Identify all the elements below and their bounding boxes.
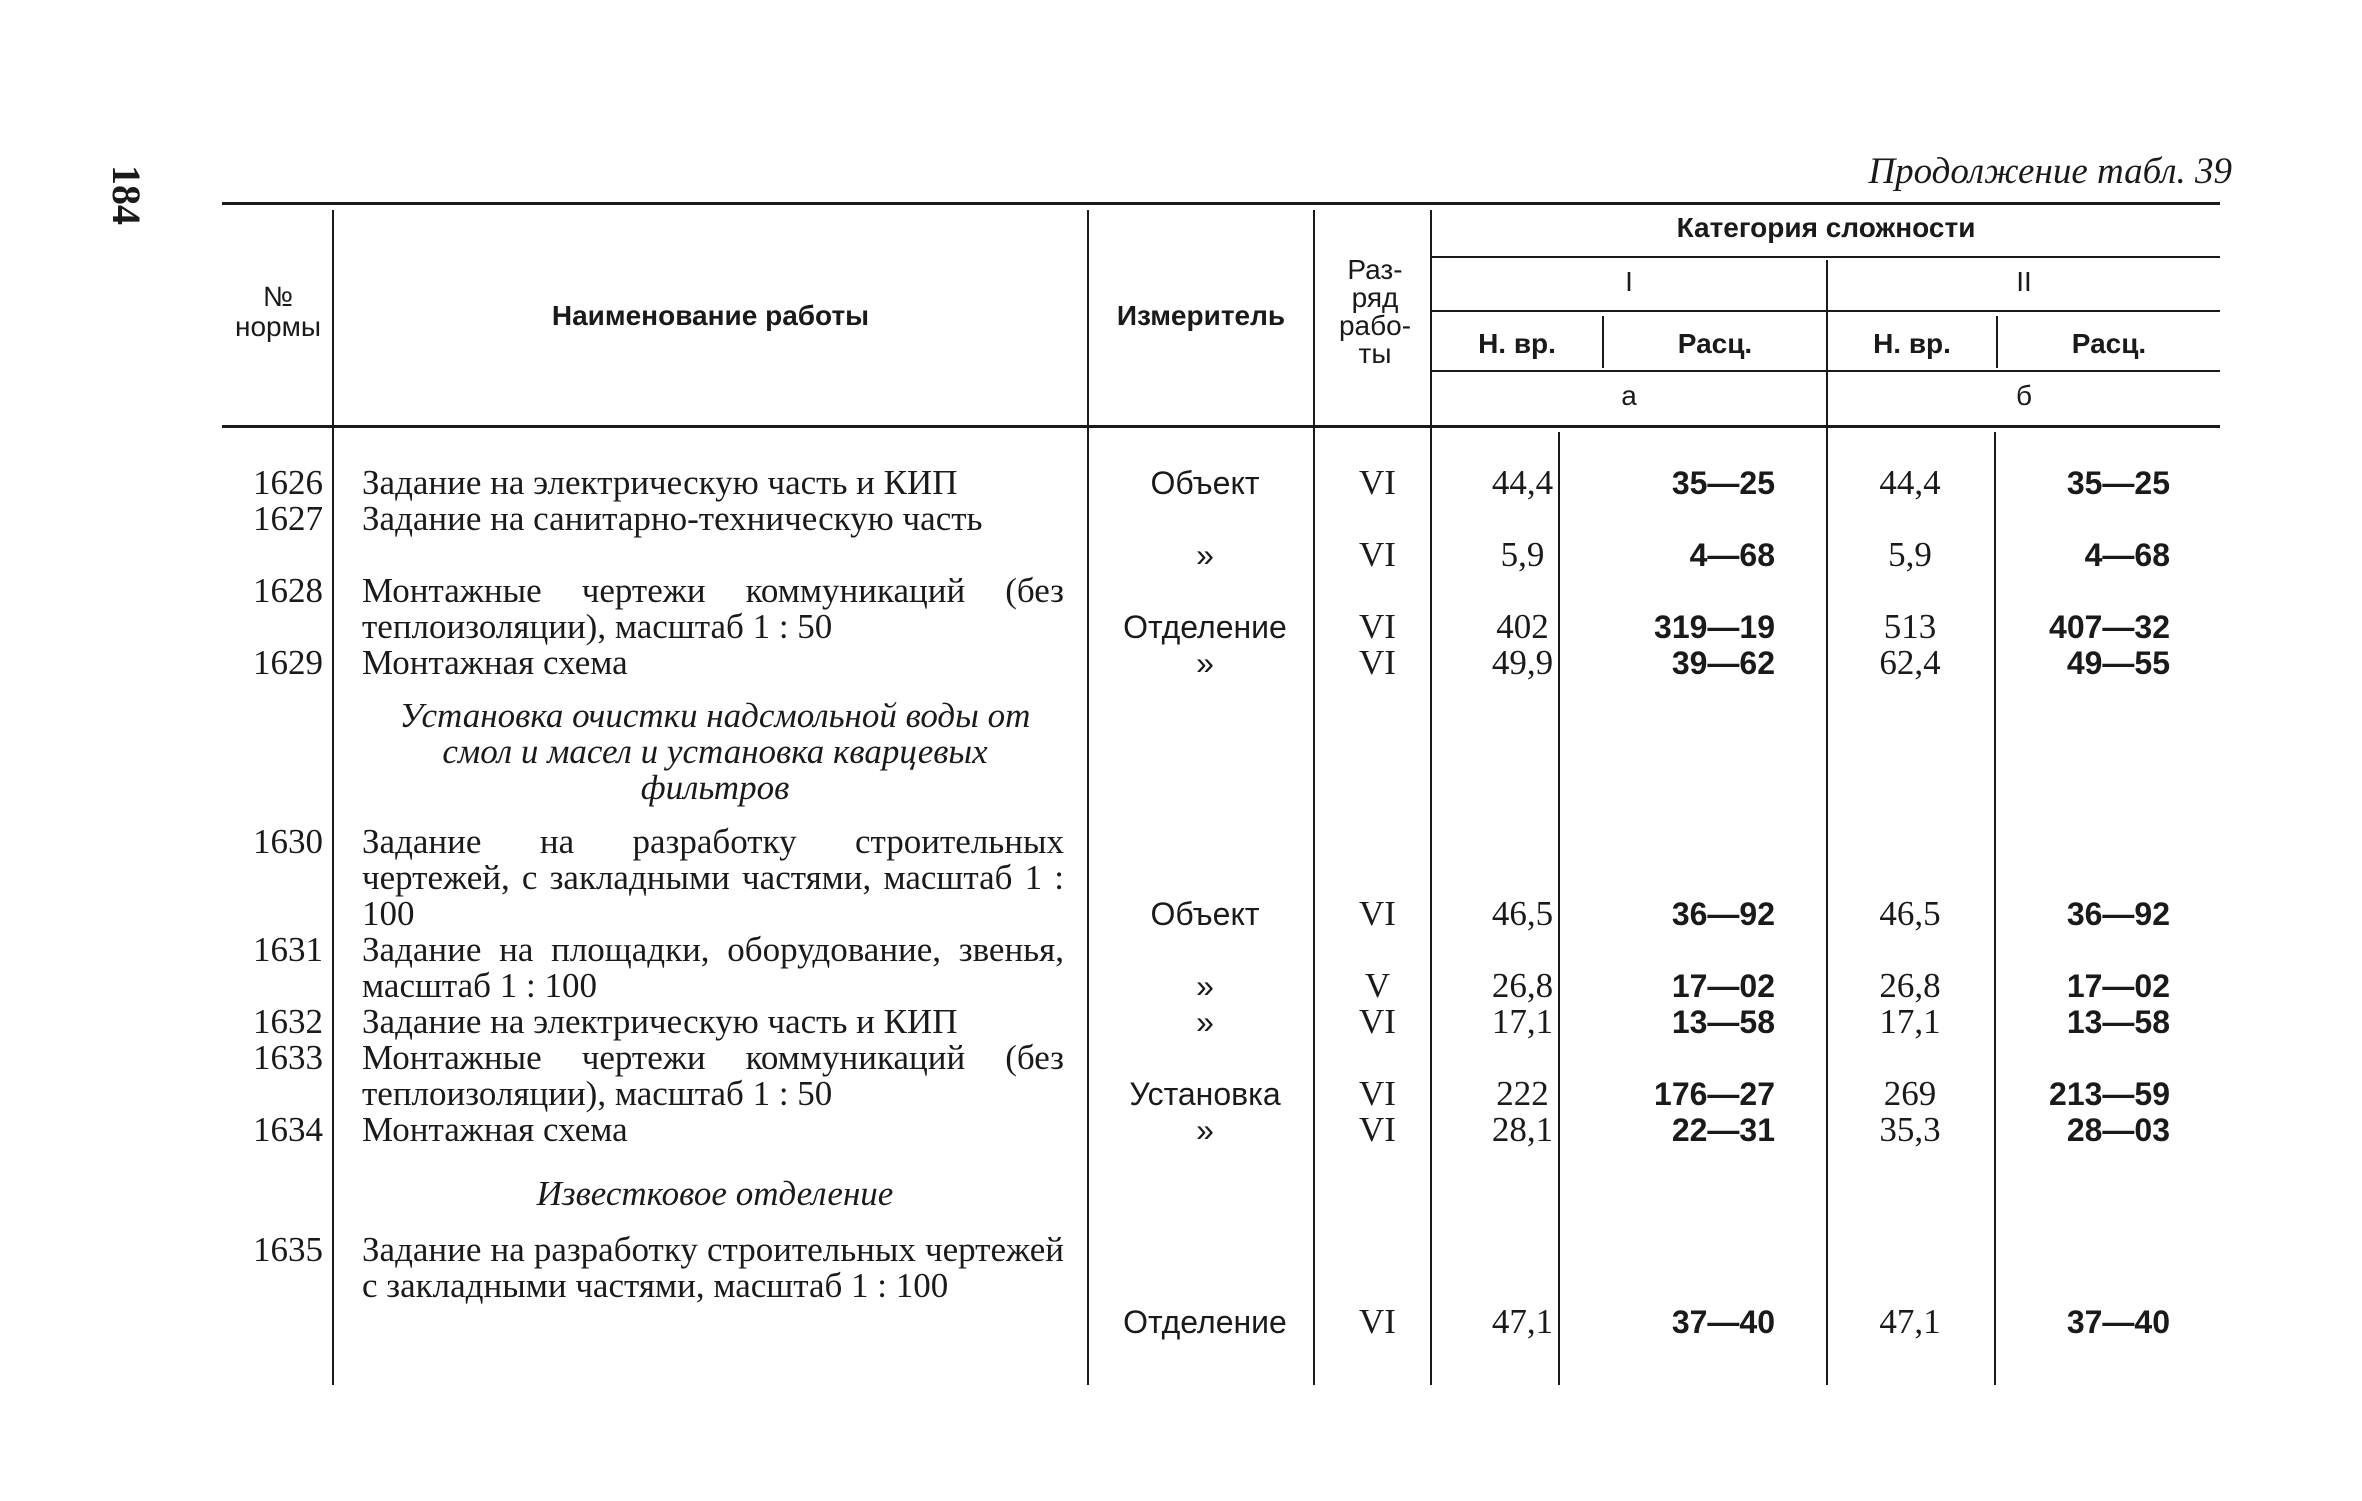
- row-nvr-1: 5,9: [1500, 535, 1545, 574]
- row-number: 1635: [253, 1230, 323, 1269]
- row-grade: VI: [1359, 607, 1396, 646]
- table-top-rule: [222, 202, 2220, 205]
- row-rasc-2: 17—02: [2066, 968, 2170, 1004]
- row-number: 1627: [253, 499, 323, 538]
- row-rasc-2: 37—40: [2066, 1304, 2170, 1340]
- row-measure: Объект: [1150, 896, 1260, 932]
- row-rasc-1: 37—40: [1671, 1304, 1775, 1340]
- row-description: Монтажные чертежи коммуникаций (без теплоизоляции), масштаб 1 : 50: [362, 1038, 1064, 1113]
- section-heading: Известковое отделение: [536, 1174, 894, 1213]
- row-nvr-2: 35,3: [1879, 1110, 1941, 1149]
- row-description: Монтажная схема: [362, 1110, 628, 1149]
- row-rasc-2: 36—92: [2066, 896, 2170, 932]
- row-nvr-1: 222: [1496, 1074, 1549, 1113]
- row-measure: Отделение: [1123, 1304, 1287, 1340]
- row-nvr-2: 47,1: [1879, 1302, 1941, 1341]
- row-number: 1626: [253, 463, 323, 502]
- row-description: Задание на разработку строительных чертежей, с закладными частями, масштаб 1 : 100: [362, 822, 1064, 933]
- row-number: 1634: [253, 1110, 323, 1149]
- section-heading: Установка очистки надсмольной воды от смол и масел и установка кварцевых фильтров: [399, 696, 1031, 807]
- row-number: 1629: [253, 643, 323, 682]
- row-grade: VI: [1359, 1074, 1396, 1113]
- header-measure: Измеритель: [1116, 300, 1286, 331]
- row-rasc-2: 49—55: [2066, 645, 2170, 681]
- row-rasc-2: 407—32: [2049, 609, 2170, 645]
- row-description: Задание на электрическую часть и КИП: [362, 463, 958, 502]
- row-nvr-1: 47,1: [1491, 1302, 1554, 1341]
- row-grade: V: [1364, 966, 1391, 1005]
- row-description: Монтажная схема: [362, 643, 628, 682]
- row-description: Задание на площадки, оборудование, звенья, масштаб 1 : 100: [362, 930, 1064, 1005]
- row-number: 1630: [253, 822, 323, 861]
- row-measure: Установка: [1129, 1076, 1281, 1112]
- row-grade: VI: [1359, 894, 1396, 933]
- row-rasc-1: 319—19: [1654, 609, 1775, 645]
- row-measure: Отделение: [1123, 609, 1287, 645]
- row-grade: VI: [1359, 535, 1396, 574]
- row-grade: VI: [1359, 643, 1396, 682]
- row-measure: »: [1196, 968, 1214, 1004]
- row-nvr-2: 44,4: [1879, 463, 1941, 502]
- row-measure: »: [1196, 1004, 1214, 1040]
- row-rasc-1: 4—68: [1689, 537, 1775, 573]
- header-nvr-2: Н. вр.: [1873, 328, 1951, 359]
- header-complexity: Категория сложности: [1676, 212, 1976, 243]
- row-nvr-1: 44,4: [1491, 463, 1554, 502]
- header-work-name: Наименование работы: [551, 300, 870, 331]
- header-bottom-rule: [222, 425, 2220, 428]
- table-continuation-title: Продолжение табл. 39: [1868, 151, 2232, 192]
- row-rasc-2: 13—58: [2066, 1004, 2170, 1040]
- row-measure: »: [1196, 537, 1214, 573]
- row-nvr-2: 269: [1883, 1074, 1937, 1113]
- row-nvr-2: 513: [1883, 607, 1937, 646]
- header-rasc-1: Расц.: [1677, 328, 1753, 359]
- row-description: Задание на разработку строительных чертежей с закладными частями, масштаб 1 : 100: [362, 1230, 1064, 1305]
- row-description: Задание на санитарно-техническую часть: [362, 499, 983, 538]
- row-number: 1631: [253, 930, 323, 969]
- row-description: Монтажные чертежи коммуникаций (без теплоизоляции), масштаб 1 : 50: [362, 571, 1064, 646]
- row-rasc-1: 176—27: [1654, 1076, 1775, 1112]
- row-rasc-1: 22—31: [1671, 1112, 1775, 1148]
- row-nvr-1: 28,1: [1491, 1110, 1554, 1149]
- header-col-a: а: [1621, 380, 1637, 411]
- row-rasc-2: 213—59: [2049, 1076, 2170, 1112]
- page-number: 184: [104, 165, 149, 225]
- row-grade: VI: [1359, 463, 1396, 502]
- row-nvr-2: 26,8: [1879, 966, 1941, 1005]
- row-number: 1633: [253, 1038, 323, 1077]
- header-norm-no: № нормы: [235, 281, 321, 342]
- row-nvr-2: 62,4: [1879, 643, 1941, 682]
- row-number: 1628: [253, 571, 323, 610]
- row-description: Задание на электрическую часть и КИП: [362, 1002, 958, 1041]
- row-nvr-2: 5,9: [1888, 535, 1932, 574]
- header-grade: Раз-ряд рабо-ты: [1338, 254, 1412, 369]
- row-nvr-2: 17,1: [1879, 1002, 1941, 1041]
- row-grade: VI: [1359, 1302, 1396, 1341]
- row-nvr-1: 402: [1496, 607, 1549, 646]
- row-number: 1632: [253, 1002, 323, 1041]
- header-rasc-2: Расц.: [2071, 328, 2147, 359]
- row-nvr-1: 46,5: [1491, 894, 1554, 933]
- col-divider-3: [1313, 210, 1315, 1385]
- row-rasc-1: 36—92: [1671, 896, 1775, 932]
- row-rasc-1: 17—02: [1671, 968, 1775, 1004]
- row-nvr-2: 46,5: [1879, 894, 1941, 933]
- row-rasc-2: 28—03: [2066, 1112, 2170, 1148]
- row-nvr-1: 26,8: [1491, 966, 1554, 1005]
- row-measure: »: [1196, 1112, 1214, 1148]
- row-measure: Объект: [1150, 465, 1260, 501]
- header-nvr-1: Н. вр.: [1478, 328, 1556, 359]
- row-rasc-1: 35—25: [1671, 465, 1775, 501]
- row-grade: VI: [1359, 1110, 1396, 1149]
- row-rasc-2: 35—25: [2066, 465, 2170, 501]
- row-rasc-1: 13—58: [1671, 1004, 1775, 1040]
- complexity-rule: [1432, 256, 2220, 258]
- header-cat-2: II: [2016, 266, 2032, 297]
- row-nvr-1: 17,1: [1491, 1002, 1554, 1041]
- row-rasc-1: 39—62: [1671, 645, 1775, 681]
- row-nvr-1: 49,9: [1491, 643, 1554, 682]
- header-col-b: б: [2015, 380, 2033, 411]
- row-measure: »: [1196, 645, 1214, 681]
- row-grade: VI: [1359, 1002, 1396, 1041]
- header-cat-1: I: [1625, 266, 1633, 297]
- col-divider-5: [1826, 260, 1828, 1385]
- row-rasc-2: 4—68: [2084, 537, 2170, 573]
